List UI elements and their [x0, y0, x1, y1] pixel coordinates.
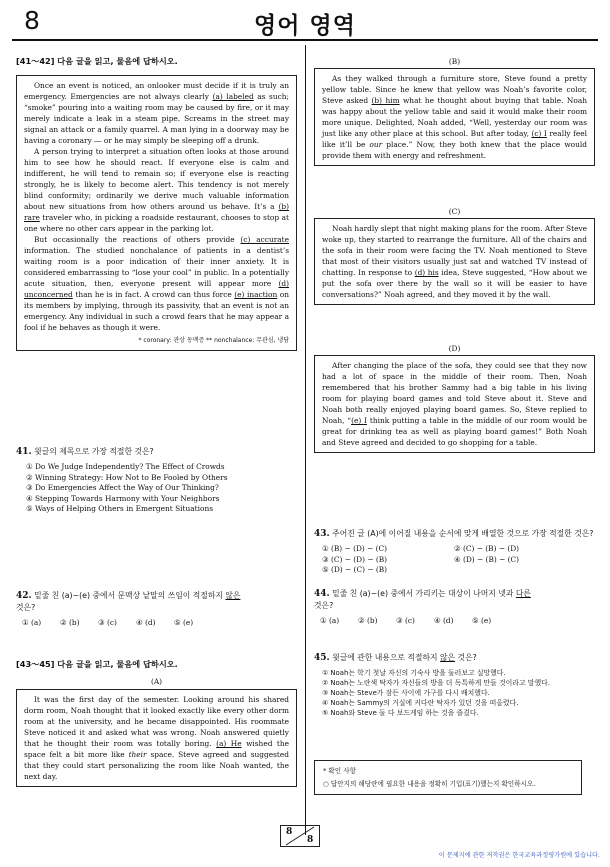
- copyright-notice: 이 문제지에 관한 저작권은 한국교육과정평가원에 있습니다.: [438, 852, 600, 859]
- underlined-word: (c) accurate: [240, 235, 290, 244]
- section-heading-41-42: [41～42] 다음 글을 읽고, 물음에 답하시오.: [16, 56, 178, 66]
- passage-paragraph: A person trying to interpret a situation often looks at those around him to see how he should react. If everyone else is calm and indifferent, he will tend to remain so; if everyone else is reacting strongly, he is likely to become alert. This tendency is not merely blind conformity; ordinarily we derive much valuable information about new situations from how others around us behave. It’s a (b) rare traveler who, in picking a roadside restaurant, chooses to stop at one where no other cars appear in the parking lot.: [24, 147, 289, 233]
- underlined-word: (d) his: [414, 268, 439, 277]
- header-rule: [12, 39, 598, 41]
- underlined-word: (a) He: [216, 739, 242, 748]
- option[interactable]: ⑤ Ways of Helping Others in Emergent Situations: [26, 504, 214, 513]
- passage-box-a: [16, 689, 297, 787]
- question-text: 윗글의 제목으로 가장 적절한 것은?: [34, 447, 154, 456]
- underlined-word: (d) unconcerned: [24, 279, 289, 299]
- option[interactable]: ④ Stepping Towards Harmony with Your Neighbors: [26, 493, 220, 503]
- passage-paragraph: Noah hardly slept that night making plans for the room. After Steve woke up, they started to rearrange the furniture. All of the chairs and the sofa in their room were facing the TV. Noah mentioned to Steve that most of their visitors usually just sat and watched TV instead of chatting. In response to (d) his idea, Steve suggested, “How about we put the sofa over there by the wall so it will be easier to have conversations?” Noah agreed, and they moved it by the wall.: [322, 224, 588, 299]
- confirmation-notice: [314, 760, 582, 795]
- option[interactable]: ① (a): [22, 618, 42, 627]
- underlined-word: (b) him: [371, 96, 400, 105]
- footnote: * coronary: 관상 동맥증 ** nonchalance: 무관심, 냉담: [138, 337, 289, 344]
- question-text: 주어진 글 (A)에 이어질 내용을 순서에 맞게 배열한 것으로 가장 적절한 것은?: [332, 529, 594, 538]
- passage-box-c: [314, 218, 595, 305]
- question-number: 43.: [314, 529, 330, 539]
- section-heading-43-45: [43～45] 다음 글을 읽고, 물음에 답하시오.: [16, 659, 178, 669]
- passage-box-b: [314, 68, 595, 166]
- option[interactable]: ① Noah는 학기 첫날 자신의 기숙사 방을 둘러보고 실망했다.: [322, 669, 506, 677]
- question-number: 42.: [16, 591, 32, 601]
- page-title: 영어 영역: [254, 13, 356, 39]
- question-number: 44.: [314, 589, 330, 599]
- option[interactable]: ③ (c): [98, 618, 117, 627]
- option[interactable]: ⑤ Noah와 Steve 둘 다 보드게임 하는 것을 즐겼다.: [322, 709, 479, 717]
- option[interactable]: ③ (c): [396, 616, 415, 625]
- underlined-word: (a) labeled: [212, 92, 254, 101]
- question-number: 45.: [314, 653, 330, 663]
- question-42: 42. 밑줄 친 (a)~(e) 중에서 문맥상 낱말의 쓰임이 적절하지 않은 것은? ① (a) ② (b) ③ (c) ④ (d) ⑤ (e): [16, 591, 241, 627]
- option[interactable]: ③ Noah는 Steve가 잠든 사이에 가구를 다시 배치했다.: [322, 689, 490, 697]
- underlined-word: (c) I: [531, 129, 547, 138]
- passage-paragraph: Once an event is noticed, an onlooker must decide if it is truly an emergency. Emergencies are not always clearly (a) labeled as such; “smoke” pouring into a waiting room may be caused by fire, or it may merely indicate a leak in a steam pipe. Screams in the street may signal an attack or a family quarrel. A man lying in a doorway may be having a coronary ― or he may simply be sleeping off a drunk.: [24, 81, 289, 145]
- passage-box-41-42: [16, 75, 297, 351]
- question-45: 45. 윗글에 관한 내용으로 적절하지 않은 것은? ① Noah는 학기 첫날 자신의 기숙사 방을 둘러보고 실망했다. ② Noah는 노란색 탁자가 자신들의 방을 더 독특하게 만들 것이라고 말했다. ③ Noah는 Steve가 잠든 사이에 가구를 다시 배치했다. ④ Noah는 Sammy의 거실에 커다란 탁자가 있던 것을 떠올렸다. ⑤ Noah와 Steve 둘 다 보드게임 하는 것을 즐겼다.: [314, 652, 595, 718]
- column-divider: [305, 45, 306, 835]
- option[interactable]: ④ (d): [136, 618, 156, 627]
- option[interactable]: ④ (D) − (B) − (C): [454, 554, 520, 564]
- notice-body: ○ 답안지의 해당란에 필요한 내용을 정확히 기입(표기)했는지 확인하시오.: [323, 780, 536, 788]
- page-number: 8: [24, 6, 40, 35]
- option[interactable]: ① (a): [320, 616, 340, 625]
- option[interactable]: ④ Noah는 Sammy의 거실에 커다란 탁자가 있던 것을 떠올렸다.: [322, 699, 519, 707]
- question-44: 44. 밑줄 친 (a)~(e) 중에서 가리키는 대상이 나머지 넷과 다른 것은? ① (a) ② (b) ③ (c) ④ (d) ⑤ (e): [314, 589, 531, 625]
- option[interactable]: ⑤ (e): [174, 618, 194, 627]
- question-41: [16, 446, 297, 515]
- passage-box-d: [314, 355, 595, 453]
- passage-paragraph: After changing the place of the sofa, they could see that they now had a lot of space in the middle of their room. Then, Noah remembered that his brother Sammy had a big table in his living room for playing board games and told Steve about it. Steve and Noah both really enjoyed playing board games. So, Steve replied to Noah, “(e) I think putting a table in the middle of our room would be great for drinking tea as well as playing board games!” Both Noah and Steve agreed and decided to go shopping for a table.: [322, 361, 588, 447]
- page-total: 8: [307, 835, 314, 845]
- passage-label-b: (B): [448, 57, 461, 66]
- option[interactable]: ③ Do Emergencies Affect the Way of Our Thinking?: [26, 483, 219, 492]
- page-indicator: [280, 825, 320, 847]
- passage-paragraph: As they walked through a furniture store, Steve found a pretty yellow table. Since he knew that yellow was Noah’s favorite color, Steve asked (b) him what he thought about buying that table. Noah was happy about the yellow table and said it would make their room more unique. Delighted, Noah added, “Well, yesterday our room was just like any other place at this school. But after today, (c) I really feel like it’ll be our place.” Now, they both knew that the place would provide them with energy and refreshment.: [322, 74, 587, 160]
- option[interactable]: ① (B) − (D) − (C): [322, 544, 388, 553]
- passage-label-d: (D): [448, 344, 461, 353]
- underlined-word: (b) rare: [24, 202, 289, 222]
- page-current: 8: [286, 827, 293, 837]
- option[interactable]: ① Do We Judge Independently? The Effect of Crowds: [26, 462, 225, 471]
- question-number: 41.: [16, 447, 32, 457]
- option[interactable]: ② (b): [60, 618, 80, 627]
- passage-label-c: (C): [448, 207, 461, 216]
- passage-paragraph: But occasionally the reactions of others provide (c) accurate information. The studied nonchalance of patients in a dentist’s waiting room is a poor indication of their inner anxiety. It is considered embarrassing to “lose your cool” in public. In a potentially acute situation, then, everyone present will appear more (d) unconcerned than he is in fact. A crowd can thus force (e) inaction on its members by implying, through its passivity, that an event is not an emergency. Any individual in such a crowd fears that he may appear a fool if he behaves as though it were.: [24, 235, 290, 332]
- option[interactable]: ② Winning Strategy: How Not to Be Fooled by Others: [26, 472, 228, 482]
- underlined-word: (e) I: [351, 416, 367, 425]
- notice-title: * 확인 사항: [323, 767, 356, 775]
- underlined-word: (e) inaction: [234, 290, 278, 299]
- option[interactable]: ⑤ (D) − (C) − (B): [322, 565, 388, 574]
- passage-paragraph: It was the first day of the semester. Looking around his shared dorm room, Noah thought that it looked exactly like every other dorm room at the university, and he became disappointed. His roommate Steve noticed it and asked what was wrong. Noah answered quietly that he thought their room was totally boring. (a) He wished the space felt a bit more like their space. Steve agreed and suggested that they could start personalizing the room like Noah wanted, the next day.: [24, 695, 290, 781]
- question-43: [314, 528, 595, 576]
- passage-label-a: (A): [150, 677, 163, 686]
- option[interactable]: ② (b): [358, 616, 378, 625]
- option[interactable]: ⑤ (e): [472, 616, 492, 625]
- option[interactable]: ④ (d): [434, 616, 454, 625]
- option[interactable]: ② Noah는 노란색 탁자가 자신들의 방을 더 독특하게 만들 것이라고 말했다.: [322, 679, 550, 687]
- option[interactable]: ② (C) − (B) − (D): [454, 544, 520, 553]
- option[interactable]: ③ (C) − (D) − (B): [322, 554, 388, 564]
